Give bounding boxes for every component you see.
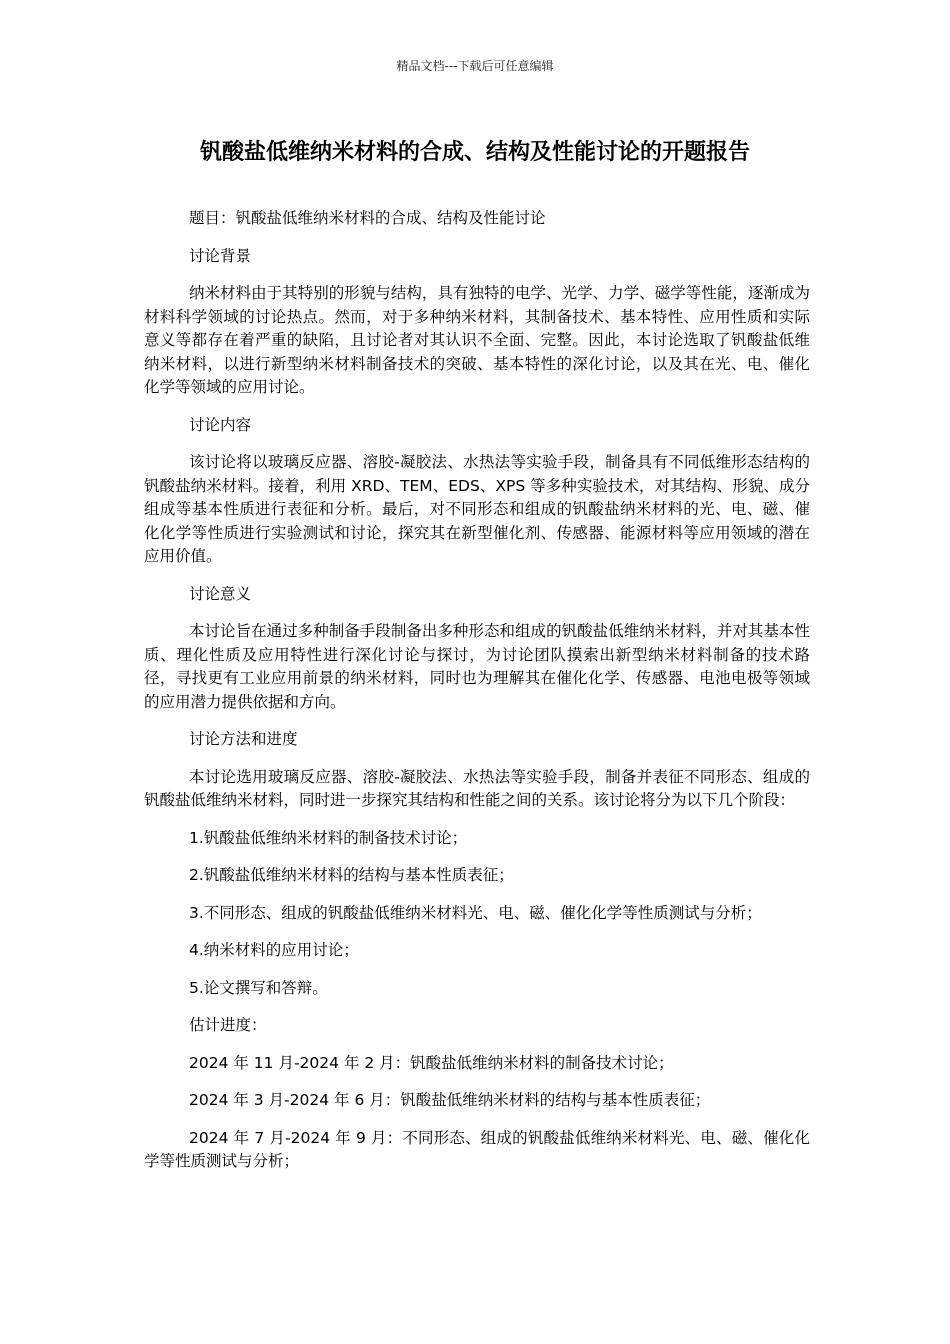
page-header: 精品文档---下载后可任意编辑 bbox=[396, 59, 554, 73]
schedule-item: 2024 年 3 月-2024 年 6 月：钒酸盐低维纳米材料的结构与基本性质表征； bbox=[189, 1091, 711, 1109]
schedule-item: 2024 年 7 月-2024 年 9 月：不同形态、组成的钒酸盐低维纳米材料光、电、磁、催化化学等性质测试与分析； bbox=[144, 1128, 810, 1170]
stage-item: 1.钒酸盐低维纳米材料的制备技术讨论； bbox=[189, 828, 468, 847]
section-heading-significance: 讨论意义 bbox=[189, 584, 252, 603]
section-heading-background: 讨论背景 bbox=[189, 246, 252, 265]
methods-paragraph: 本讨论选用玻璃反应器、溶胶-凝胶法、水热法等实验手段，制备并表征不同形态、组成的钒酸盐低维纳米材料，同时进一步探究其结构和性能之间的关系。该讨论将分为以下几个阶段： bbox=[144, 767, 810, 809]
document-title: 钒酸盐低维纳米材料的合成、结构及性能讨论的开题报告 bbox=[199, 140, 750, 165]
schedule-item: 2024 年 11 月-2024 年 2 月：钒酸盐低维纳米材料的制备技术讨论； bbox=[189, 1053, 674, 1072]
topic-line: 题目：钒酸盐低维纳米材料的合成、结构及性能讨论 bbox=[189, 209, 546, 227]
stage-item: 5.论文撰写和答辩。 bbox=[189, 978, 328, 997]
section-heading-content: 讨论内容 bbox=[189, 415, 252, 434]
stage-item: 2.钒酸盐低维纳米材料的结构与基本性质表征； bbox=[189, 866, 514, 884]
stage-item: 3.不同形态、组成的钒酸盐低维纳米材料光、电、磁、催化化学等性质测试与分析； bbox=[189, 903, 762, 922]
section-heading-methods: 讨论方法和进度 bbox=[189, 730, 298, 748]
document-body bbox=[144, 207, 810, 1188]
significance-paragraph: 本讨论旨在通过多种制备手段制备出多种形态和组成的钒酸盐低维纳米材料，并对其基本性质、理化性质及应用特性进行深化讨论与探讨，为讨论团队摸索出新型纳米材料制备的技术路径，寻找更有工业应用前景的纳米材料，同时也为理解其在催化化学、传感器、电池电极等领域的应用潜力提供依据和方向。 bbox=[144, 622, 810, 711]
background-paragraph: 纳米材料由于其特别的形貌与结构，具有独特的电学、光学、力学、磁学等性能，逐渐成为材料科学领域的讨论热点。然而，对于多种纳米材料，其制备技术、基本特性、应用性质和实际意义等都存在着严重的缺陷，且讨论者对其认识不全面、完整。因此，本讨论选取了钒酸盐低维纳米材料，以进行新型纳米材料制备技术的突破、基本特性的深化讨论，以及其在光、电、催化化学等领域的应用讨论。 bbox=[144, 284, 810, 396]
content-paragraph: 该讨论将以玻璃反应器、溶胶-凝胶法、水热法等实验手段，制备具有不同低维形态结构的钒酸盐纳米材料。接着，利用 XRD、TEM、EDS、XPS 等多种实验技术，对其结构、形貌、成分组成等基本性质进行表征和分析。最后，对不同形态和组成的钒酸盐纳米材料的光、电、磁、催化化学等性质进行实验测试和讨论，探究其在新型催化剂、传感器、能源材料等应用领域的潜在应用价值。 bbox=[144, 453, 810, 565]
stage-item: 4.纳米材料的应用讨论； bbox=[189, 941, 359, 959]
schedule-heading: 估计进度： bbox=[189, 1016, 267, 1034]
